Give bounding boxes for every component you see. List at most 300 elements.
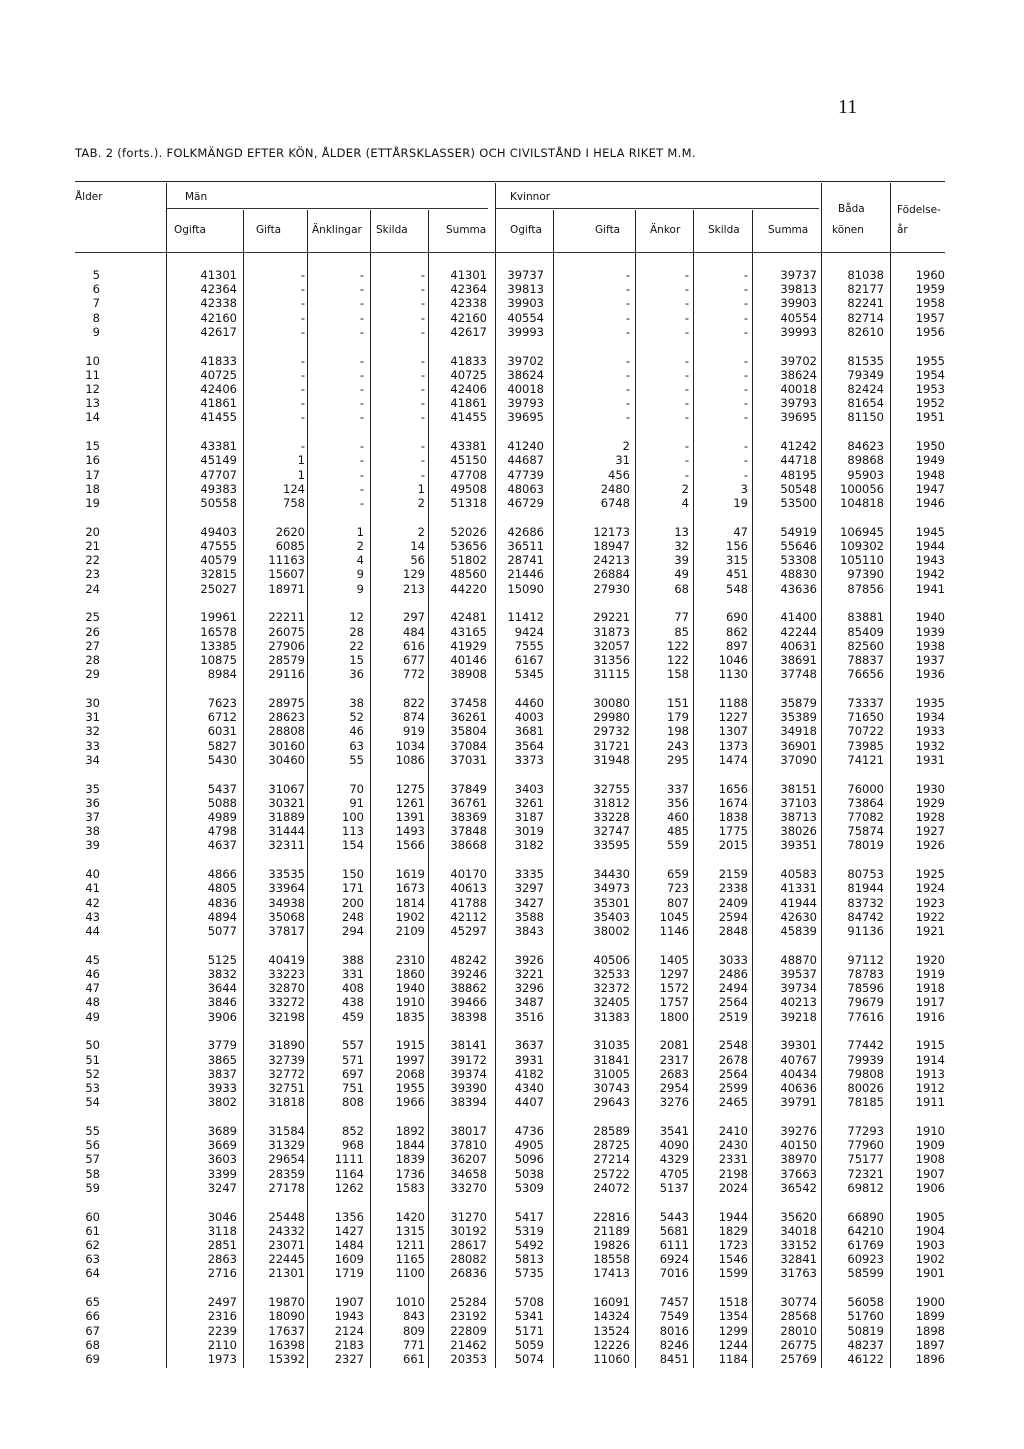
table-cell: - <box>684 453 689 468</box>
age-cell: 31 <box>85 710 100 725</box>
table-cell: 13385 <box>200 638 237 653</box>
table-cell: 1928 <box>915 810 945 824</box>
table-cell: 84623 <box>847 439 884 454</box>
table-cell: - <box>300 268 305 282</box>
table-cell: 1800 <box>659 1009 689 1024</box>
table-cell: 1950 <box>915 439 945 454</box>
table-cell: 77616 <box>847 1009 884 1024</box>
table-cell: 40213 <box>780 995 817 1010</box>
table-cell: 40579 <box>200 553 237 568</box>
table-cell: 28 <box>349 624 364 639</box>
table-cell: 33223 <box>268 967 305 981</box>
table-cell: 3427 <box>514 895 544 910</box>
table-cell: 1814 <box>395 895 425 910</box>
header-man: Män <box>185 191 208 203</box>
column-divider <box>166 183 167 1368</box>
table-cell: 45839 <box>780 924 817 938</box>
table-cell: 40554 <box>507 310 544 325</box>
table-cell: 4705 <box>659 1166 689 1181</box>
table-cell: 1844 <box>395 1138 425 1153</box>
table-cell: 72321 <box>847 1166 884 1181</box>
table-cell: 1 <box>297 453 305 468</box>
table-cell: 4090 <box>659 1138 689 1153</box>
table-cell: 78185 <box>847 1095 884 1110</box>
table-cell: 1919 <box>915 967 945 981</box>
table-cell: 1916 <box>915 1009 945 1024</box>
table-cell: 32405 <box>593 995 630 1010</box>
table-cell: 1572 <box>659 981 689 996</box>
table-cell: 2564 <box>718 1066 748 1081</box>
table-cell: 39351 <box>780 838 817 853</box>
table-cell: 1010 <box>395 1295 425 1310</box>
table-cell: 919 <box>403 724 425 739</box>
table-cell: 41242 <box>780 439 817 454</box>
table-cell: 616 <box>403 638 425 653</box>
table-cell: 40554 <box>780 310 817 325</box>
table-cell: 39390 <box>450 1081 487 1095</box>
table-cell: 28623 <box>268 710 305 725</box>
table-cell: 79349 <box>847 367 884 382</box>
table-cell: 22809 <box>450 1323 487 1338</box>
kvinnor-group-rule <box>496 208 819 209</box>
table-cell: 1955 <box>395 1081 425 1095</box>
table-cell: 17413 <box>593 1266 630 1281</box>
table-cell: 1947 <box>915 481 945 496</box>
table-cell: 89868 <box>847 453 884 468</box>
table-cell: 31873 <box>593 624 630 639</box>
table-cell: 15607 <box>268 567 305 582</box>
table-cell: 56058 <box>847 1295 884 1310</box>
header-alder: Ålder <box>75 191 103 203</box>
table-cell: 5125 <box>207 952 237 967</box>
table-cell: 808 <box>342 1095 364 1110</box>
table-cell: 4340 <box>514 1081 544 1095</box>
table-cell: 1829 <box>718 1223 748 1238</box>
table-cell: 198 <box>667 724 689 739</box>
table-cell: 1939 <box>915 624 945 639</box>
table-cell: 55 <box>349 752 364 767</box>
column-header-9: Summa <box>768 224 809 236</box>
table-cell: 3046 <box>207 1209 237 1224</box>
table-cell: 42338 <box>450 296 487 311</box>
table-cell: 1912 <box>915 1081 945 1095</box>
table-cell: 71650 <box>847 710 884 725</box>
table-cell: 154 <box>342 838 364 853</box>
table-cell: 571 <box>342 1052 364 1067</box>
table-cell: - <box>684 367 689 382</box>
table-cell: 53500 <box>780 496 817 510</box>
table-cell: 1902 <box>395 909 425 924</box>
table-cell: 42338 <box>200 296 237 311</box>
table-cell: 16091 <box>593 1295 630 1310</box>
table-cell: 14 <box>410 539 425 553</box>
table-cell: 1297 <box>659 967 689 981</box>
table-cell: 39813 <box>507 282 544 297</box>
table-cell: - <box>625 310 630 325</box>
table-cell: 1356 <box>334 1209 364 1224</box>
column-divider <box>752 210 753 1368</box>
table-cell: 55646 <box>780 539 817 553</box>
table-cell: 3681 <box>514 724 544 739</box>
table-cell: 1909 <box>915 1138 945 1153</box>
table-cell: 39695 <box>507 410 544 425</box>
table-cell: 485 <box>667 824 689 839</box>
table-cell: 64210 <box>847 1223 884 1238</box>
table-cell: 5708 <box>514 1295 544 1310</box>
table-cell: - <box>743 382 748 396</box>
table-cell: 28579 <box>268 653 305 667</box>
column-divider <box>635 210 636 1368</box>
header-bada-line1: Båda <box>838 203 865 215</box>
table-cell: 129 <box>403 567 425 582</box>
table-cell: 81150 <box>847 410 884 425</box>
table-cell: 2716 <box>207 1266 237 1281</box>
age-cell: 20 <box>85 524 100 539</box>
age-cell: 36 <box>85 795 100 810</box>
table-cell: 41833 <box>200 353 237 368</box>
table-cell: 69812 <box>847 1180 884 1195</box>
table-cell: 3926 <box>514 952 544 967</box>
table-cell: 47707 <box>200 467 237 482</box>
table-cell: 1275 <box>395 781 425 796</box>
table-cell: 337 <box>667 781 689 796</box>
table-cell: 100056 <box>840 481 884 496</box>
age-cell: 68 <box>85 1337 100 1352</box>
table-cell: - <box>625 410 630 425</box>
column-header-0: Ogifta <box>174 224 206 236</box>
table-cell: 68 <box>674 581 689 596</box>
table-cell: 49383 <box>200 481 237 496</box>
table-cell: 2678 <box>718 1052 748 1067</box>
table-cell: 1354 <box>718 1309 748 1324</box>
table-cell: - <box>743 453 748 468</box>
table-cell: 2024 <box>718 1180 748 1195</box>
age-cell: 64 <box>85 1266 100 1281</box>
table-cell: 2015 <box>718 838 748 853</box>
table-cell: 42630 <box>780 909 817 924</box>
age-cell: 61 <box>85 1223 100 1238</box>
table-cell: 39466 <box>450 995 487 1010</box>
table-cell: 3603 <box>207 1152 237 1167</box>
table-cell: 18971 <box>268 581 305 596</box>
table-cell: - <box>359 367 364 382</box>
table-cell: 3541 <box>659 1124 689 1138</box>
table-cell: - <box>743 268 748 282</box>
table-cell: 27906 <box>268 638 305 653</box>
table-cell: 213 <box>403 581 425 596</box>
table-cell: 2480 <box>600 481 630 496</box>
table-cell: 32533 <box>593 967 630 981</box>
table-cell: - <box>359 396 364 411</box>
table-cell: 4329 <box>659 1152 689 1167</box>
table-cell: 9 <box>356 567 364 582</box>
table-cell: 35301 <box>593 895 630 910</box>
table-cell: 1948 <box>915 467 945 482</box>
table-cell: 31444 <box>268 824 305 839</box>
age-cell: 33 <box>85 738 100 753</box>
table-cell: 33595 <box>593 838 630 853</box>
table-cell: 1918 <box>915 981 945 996</box>
table-cell: 1920 <box>915 952 945 967</box>
table-cell: 3261 <box>514 795 544 810</box>
table-cell: 1299 <box>718 1323 748 1338</box>
table-cell: 31890 <box>268 1038 305 1053</box>
table-cell: 1420 <box>395 1209 425 1224</box>
table-cell: 11060 <box>593 1352 630 1366</box>
table-cell: - <box>300 410 305 425</box>
table-cell: 106945 <box>840 524 884 539</box>
table-cell: 1111 <box>334 1152 364 1167</box>
age-cell: 15 <box>85 439 100 454</box>
table-cell: 77082 <box>847 810 884 824</box>
table-cell: 1838 <box>718 810 748 824</box>
age-cell: 55 <box>85 1124 100 1138</box>
age-cell: 12 <box>85 382 100 396</box>
table-cell: 41301 <box>200 268 237 282</box>
table-cell: 32772 <box>268 1066 305 1081</box>
table-cell: 4 <box>356 553 364 568</box>
table-cell: 5088 <box>207 795 237 810</box>
header-bada-line2: könen <box>832 224 864 236</box>
table-cell: 83732 <box>847 895 884 910</box>
table-cell: 38 <box>349 696 364 710</box>
table-cell: 36511 <box>507 539 544 553</box>
table-cell: 4407 <box>514 1095 544 1110</box>
table-cell: 34918 <box>780 724 817 739</box>
table-cell: 36207 <box>450 1152 487 1167</box>
table-cell: 25284 <box>450 1295 487 1310</box>
table-cell: 1940 <box>915 610 945 625</box>
table-cell: 48870 <box>780 952 817 967</box>
table-cell: 38369 <box>450 810 487 824</box>
table-cell: 1086 <box>395 752 425 767</box>
table-cell: 16398 <box>268 1337 305 1352</box>
table-cell: 30192 <box>450 1223 487 1238</box>
table-cell: 3637 <box>514 1038 544 1053</box>
column-divider <box>370 210 371 1368</box>
table-cell: 32870 <box>268 981 305 996</box>
table-cell: 6031 <box>207 724 237 739</box>
table-cell: 1907 <box>334 1295 364 1310</box>
table-cell: 15392 <box>268 1352 305 1366</box>
table-cell: 39537 <box>780 967 817 981</box>
table-cell: 40767 <box>780 1052 817 1067</box>
table-cell: 1951 <box>915 410 945 425</box>
table-cell: 46729 <box>507 496 544 510</box>
column-header-8: Skilda <box>708 224 740 236</box>
table-cell: - <box>300 353 305 368</box>
table-cell: 852 <box>342 1124 364 1138</box>
age-cell: 11 <box>85 367 100 382</box>
table-cell: 79808 <box>847 1066 884 1081</box>
table-cell: 40150 <box>780 1138 817 1153</box>
table-cell: 39993 <box>780 324 817 339</box>
table-cell: 104818 <box>840 496 884 510</box>
table-cell: 49508 <box>450 481 487 496</box>
table-cell: 8246 <box>659 1337 689 1352</box>
table-cell: 158 <box>667 667 689 682</box>
table-cell: 87856 <box>847 581 884 596</box>
table-cell: 34938 <box>268 895 305 910</box>
table-cell: 5813 <box>514 1252 544 1267</box>
table-cell: 41944 <box>780 895 817 910</box>
table-cell: 40434 <box>780 1066 817 1081</box>
table-cell: 1908 <box>915 1152 945 1167</box>
table-cell: 39218 <box>780 1009 817 1024</box>
table-cell: - <box>300 282 305 297</box>
age-cell: 16 <box>85 453 100 468</box>
table-cell: 44687 <box>507 453 544 468</box>
table-cell: 5038 <box>514 1166 544 1181</box>
table-cell: 42481 <box>450 610 487 625</box>
table-cell: 1 <box>417 481 425 496</box>
table-cell: 47739 <box>507 467 544 482</box>
table-cell: 30321 <box>268 795 305 810</box>
table-cell: 697 <box>342 1066 364 1081</box>
table-cell: 39702 <box>780 353 817 368</box>
table-cell: 150 <box>342 867 364 882</box>
table-cell: 40725 <box>450 367 487 382</box>
table-cell: 3689 <box>207 1124 237 1138</box>
table-cell: 8016 <box>659 1323 689 1338</box>
table-cell: 31383 <box>593 1009 630 1024</box>
table-cell: 2081 <box>659 1038 689 1053</box>
table-cell: 31763 <box>780 1266 817 1281</box>
table-cell: 37090 <box>780 752 817 767</box>
table-cell: 77 <box>674 610 689 625</box>
table-cell: - <box>359 310 364 325</box>
table-cell: - <box>359 282 364 297</box>
table-cell: 2683 <box>659 1066 689 1081</box>
table-cell: 25027 <box>200 581 237 596</box>
table-cell: 2954 <box>659 1081 689 1095</box>
table-cell: 26075 <box>268 624 305 639</box>
table-cell: 42160 <box>450 310 487 325</box>
age-cell: 42 <box>85 895 100 910</box>
table-cell: 451 <box>726 567 748 582</box>
column-divider <box>821 183 822 1368</box>
age-cell: 34 <box>85 752 100 767</box>
table-cell: 1892 <box>395 1124 425 1138</box>
column-header-3: Skilda <box>376 224 408 236</box>
table-cell: 3276 <box>659 1095 689 1110</box>
column-header-6: Gifta <box>595 224 621 236</box>
table-cell: 1262 <box>334 1180 364 1195</box>
table-cell: 6924 <box>659 1252 689 1267</box>
table-cell: 36901 <box>780 738 817 753</box>
age-cell: 18 <box>85 481 100 496</box>
table-cell: 2519 <box>718 1009 748 1024</box>
table-cell: 54919 <box>780 524 817 539</box>
table-cell: 28617 <box>450 1238 487 1252</box>
table-cell: 46122 <box>847 1352 884 1366</box>
table-cell: - <box>625 367 630 382</box>
table-cell: 39813 <box>780 282 817 297</box>
age-cell: 50 <box>85 1038 100 1053</box>
age-cell: 57 <box>85 1152 100 1167</box>
table-cell: 1227 <box>718 710 748 725</box>
table-cell: 1907 <box>915 1166 945 1181</box>
table-cell: 1046 <box>718 653 748 667</box>
table-cell: 1835 <box>395 1009 425 1024</box>
table-cell: 3906 <box>207 1009 237 1024</box>
table-cell: 2548 <box>718 1038 748 1053</box>
table-cell: 25769 <box>780 1352 817 1366</box>
table-cell: - <box>420 353 425 368</box>
table-cell: 18090 <box>268 1309 305 1324</box>
table-cell: 79939 <box>847 1052 884 1067</box>
table-cell: - <box>684 268 689 282</box>
age-cell: 5 <box>92 268 100 282</box>
table-cell: 1904 <box>915 1223 945 1238</box>
table-cell: 3832 <box>207 967 237 981</box>
table-cell: 822 <box>403 696 425 710</box>
table-cell: - <box>684 310 689 325</box>
table-cell: 1945 <box>915 524 945 539</box>
table-cell: 73864 <box>847 795 884 810</box>
table-cell: 28082 <box>450 1252 487 1267</box>
table-cell: 38151 <box>780 781 817 796</box>
table-cell: 76000 <box>847 781 884 796</box>
table-cell: 78783 <box>847 967 884 981</box>
table-cell: - <box>359 453 364 468</box>
table-cell: 1952 <box>915 396 945 411</box>
table-cell: 124 <box>283 481 305 496</box>
table-cell: 28589 <box>593 1124 630 1138</box>
table-cell: - <box>300 310 305 325</box>
table-cell: 38017 <box>450 1124 487 1138</box>
table-cell: 2564 <box>718 995 748 1010</box>
table-cell: 31356 <box>593 653 630 667</box>
table-cell: 25448 <box>268 1209 305 1224</box>
table-cell: 2109 <box>395 924 425 938</box>
table-cell: 459 <box>342 1009 364 1024</box>
page-number: 11 <box>838 96 858 118</box>
table-cell: 13524 <box>593 1323 630 1338</box>
table-cell: 7555 <box>514 638 544 653</box>
table-cell: 77442 <box>847 1038 884 1053</box>
table-cell: - <box>359 496 364 510</box>
table-cell: 10875 <box>200 653 237 667</box>
table-cell: 1656 <box>718 781 748 796</box>
table-cell: 22816 <box>593 1209 630 1224</box>
table-cell: 48560 <box>450 567 487 582</box>
table-cell: 75177 <box>847 1152 884 1167</box>
header-fodelse-line1: Födelse- <box>897 204 941 216</box>
table-cell: 42112 <box>450 909 487 924</box>
table-cell: 50558 <box>200 496 237 510</box>
table-cell: 1146 <box>659 924 689 938</box>
column-divider <box>890 183 891 1368</box>
table-cell: 31721 <box>593 738 630 753</box>
table-cell: 1211 <box>395 1238 425 1252</box>
table-cell: 1896 <box>915 1352 945 1366</box>
table-cell: 1719 <box>334 1266 364 1281</box>
table-cell: 66890 <box>847 1209 884 1224</box>
table-cell: 81944 <box>847 881 884 896</box>
table-cell: 40018 <box>507 382 544 396</box>
table-cell: 37031 <box>450 752 487 767</box>
table-cell: 1599 <box>718 1266 748 1281</box>
table-cell: 31005 <box>593 1066 630 1081</box>
table-cell: 751 <box>342 1081 364 1095</box>
table-cell: 42617 <box>450 324 487 339</box>
table-cell: - <box>359 439 364 454</box>
table-cell: 1925 <box>915 867 945 882</box>
table-cell: 100 <box>342 810 364 824</box>
table-cell: 3247 <box>207 1180 237 1195</box>
table-cell: 47708 <box>450 467 487 482</box>
